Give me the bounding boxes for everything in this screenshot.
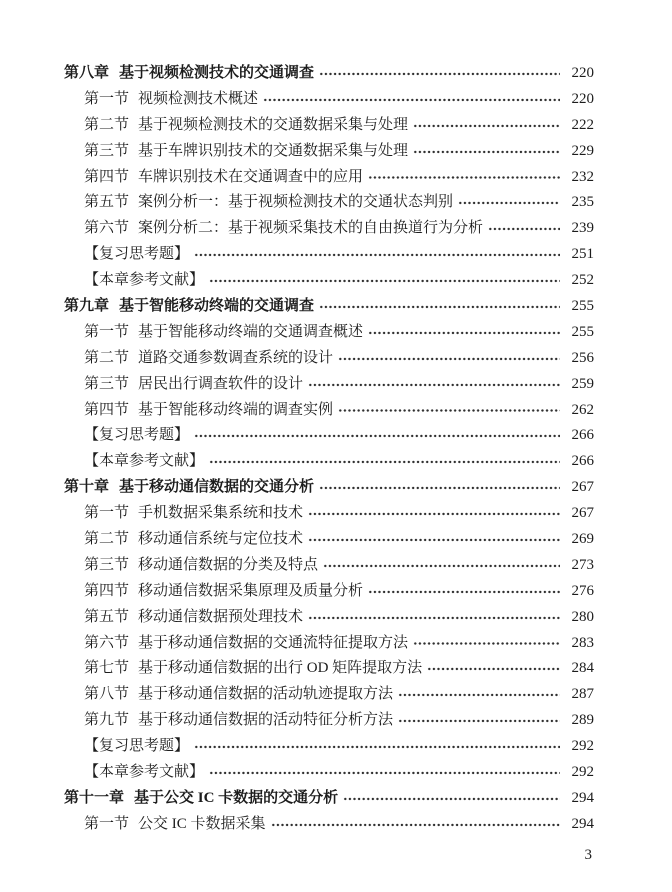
dot-leader-icon [271, 812, 560, 838]
dot-leader-icon [194, 242, 560, 268]
toc-entry-label: 第二节 [84, 531, 130, 548]
toc-entry [64, 527, 594, 553]
toc-entry-label: 第九节 [84, 712, 130, 729]
dot-leader-icon [308, 605, 560, 631]
toc-entry [64, 398, 594, 424]
toc-entry-page: 262 [571, 401, 594, 418]
toc-entry [64, 139, 594, 165]
toc-entry-title: 基于移动通信数据的交通分析 [119, 479, 315, 496]
toc-entry-page: 239 [571, 220, 594, 237]
toc-entry-page: 266 [571, 453, 594, 470]
dot-leader-icon [368, 579, 560, 605]
toc-entry-title: 移动通信系统与定位技术 [138, 531, 304, 548]
toc-entry-title: 车牌识别技术在交通调查中的应用 [138, 168, 364, 185]
toc-entry-label: 第一节 [84, 505, 130, 522]
toc-entry [64, 449, 594, 475]
dot-leader-icon [319, 61, 560, 87]
toc-entry-label: 第一节 [84, 815, 130, 832]
toc-entry-label: 第二节 [84, 116, 130, 133]
dot-leader-icon [368, 320, 560, 346]
toc-entry-page: 220 [571, 90, 594, 107]
dot-leader-icon [194, 423, 560, 449]
toc-entry-title: 【复习思考题】 [84, 738, 190, 755]
toc-entry-title: 基于移动通信数据的活动轨迹提取方法 [138, 686, 394, 703]
toc-entry-title: 基于智能移动终端的交通调查概述 [138, 323, 364, 340]
toc-entry [64, 579, 594, 605]
toc-entry-page: 252 [571, 272, 594, 289]
toc-entry-page: 267 [571, 505, 594, 522]
toc-entry-page: 232 [571, 168, 594, 185]
dot-leader-icon [209, 760, 560, 786]
toc-entry [64, 631, 594, 657]
toc-entry-page: 294 [571, 789, 594, 806]
toc-list [64, 61, 594, 838]
toc-entry-title: 【复习思考题】 [84, 246, 190, 263]
toc-entry-page: 287 [571, 686, 594, 703]
toc-entry [64, 682, 594, 708]
toc-entry [64, 423, 594, 449]
toc-entry-page: 284 [571, 660, 594, 677]
toc-entry [64, 553, 594, 579]
toc-entry-page: 269 [571, 531, 594, 548]
toc-entry-label: 第三节 [84, 375, 130, 392]
toc-entry [64, 475, 594, 501]
toc-entry-page: 292 [571, 764, 594, 781]
toc-entry-title: 基于移动通信数据的活动特征分析方法 [138, 712, 394, 729]
toc-entry [64, 786, 594, 812]
toc-entry [64, 320, 594, 346]
toc-entry [64, 61, 594, 87]
dot-leader-icon [308, 527, 560, 553]
toc-entry-page: 220 [571, 65, 594, 81]
toc-entry-page: 251 [571, 246, 594, 263]
toc-entry [64, 346, 594, 372]
dot-leader-icon [413, 113, 560, 139]
toc-entry-page: 256 [571, 349, 594, 366]
toc-entry-label: 第四节 [84, 582, 130, 599]
toc-entry-label: 第九章 [64, 298, 110, 315]
toc-entry-title: 【本章参考文献】 [84, 272, 205, 289]
toc-entry-title: 基于车牌识别技术的交通数据采集与处理 [138, 142, 409, 159]
dot-leader-icon [368, 165, 560, 191]
toc-entry-page: 292 [571, 738, 594, 755]
toc-entry-title: 公交 IC 卡数据采集 [138, 815, 266, 832]
toc-entry [64, 760, 594, 786]
toc-entry-page: 255 [571, 323, 594, 340]
toc-entry-title: 基于智能移动终端的交通调查 [119, 298, 315, 315]
toc-entry [64, 87, 594, 113]
toc-entry-label: 第五节 [84, 194, 130, 211]
toc-entry-title: 移动通信数据预处理技术 [138, 608, 304, 625]
dot-leader-icon [488, 216, 560, 242]
toc-entry-title: 移动通信数据的分类及特点 [138, 556, 319, 573]
toc-entry-title: 基于视频检测技术的交通数据采集与处理 [138, 116, 409, 133]
dot-leader-icon [194, 734, 560, 760]
dot-leader-icon [398, 682, 560, 708]
toc-entry-title: 基于移动通信数据的出行 OD 矩阵提取方法 [138, 660, 423, 677]
toc-entry-page: 283 [571, 634, 594, 651]
toc-entry-title: 案例分析一：基于视频检测技术的交通状态判别 [138, 194, 454, 211]
toc-entry-label: 第六节 [84, 634, 130, 651]
toc-entry-title: 基于智能移动终端的调查实例 [138, 401, 334, 418]
toc-entry [64, 605, 594, 631]
dot-leader-icon [308, 501, 560, 527]
toc-entry-label: 第三节 [84, 142, 130, 159]
toc-entry [64, 812, 594, 838]
toc-entry [64, 734, 594, 760]
toc-entry [64, 165, 594, 191]
toc-entry-page: 267 [571, 479, 594, 496]
toc-entry-page: 235 [571, 194, 594, 211]
dot-leader-icon [209, 449, 560, 475]
toc-entry-page: 222 [571, 116, 594, 133]
toc-entry-label: 第三节 [84, 556, 130, 573]
toc-entry-page: 255 [571, 298, 594, 315]
dot-leader-icon [343, 786, 560, 812]
dot-leader-icon [338, 346, 560, 372]
dot-leader-icon [319, 475, 560, 501]
toc-entry-label: 第四节 [84, 401, 130, 418]
toc-entry-label: 第五节 [84, 608, 130, 625]
toc-entry [64, 501, 594, 527]
dot-leader-icon [458, 190, 560, 216]
toc-entry [64, 113, 594, 139]
toc-entry-label: 第十章 [64, 479, 110, 496]
toc-entry-title: 案例分析二：基于视频采集技术的自由换道行为分析 [138, 220, 484, 237]
toc-entry [64, 268, 594, 294]
toc-entry [64, 372, 594, 398]
dot-leader-icon [413, 139, 560, 165]
toc-entry [64, 656, 594, 682]
toc-entry-title: 基于公交 IC 卡数据的交通分析 [134, 789, 339, 806]
toc-entry-page: 276 [571, 582, 594, 599]
dot-leader-icon [398, 708, 560, 734]
toc-entry-label: 第一节 [84, 90, 130, 107]
toc-entry-page: 266 [571, 427, 594, 444]
toc-entry-title: 【复习思考题】 [84, 427, 190, 444]
toc-entry-title: 手机数据采集系统和技术 [138, 505, 304, 522]
toc-entry-label: 第四节 [84, 168, 130, 185]
toc-entry-title: 视频检测技术概述 [138, 90, 259, 107]
toc-entry-title: 移动通信数据采集原理及质量分析 [138, 582, 364, 599]
dot-leader-icon [323, 553, 560, 579]
toc-entry-title: 【本章参考文献】 [84, 453, 205, 470]
toc-entry-label: 第二节 [84, 349, 130, 366]
toc-entry-title: 居民出行调查软件的设计 [138, 375, 304, 392]
toc-entry-title: 【本章参考文献】 [84, 764, 205, 781]
toc-entry-label: 第十一章 [64, 789, 125, 806]
toc-entry [64, 294, 594, 320]
toc-entry-label: 第一节 [84, 323, 130, 340]
dot-leader-icon [308, 372, 560, 398]
toc-entry-page: 294 [571, 815, 594, 832]
toc-entry [64, 708, 594, 734]
dot-leader-icon [209, 268, 560, 294]
dot-leader-icon [427, 656, 560, 682]
toc-entry [64, 190, 594, 216]
toc-entry-page: 273 [571, 556, 594, 573]
dot-leader-icon [319, 294, 560, 320]
dot-leader-icon [263, 87, 560, 113]
toc-entry-title: 道路交通参数调查系统的设计 [138, 349, 334, 366]
toc-entry-page: 280 [571, 608, 594, 625]
toc-entry-label: 第七节 [84, 660, 130, 677]
toc-entry-label: 第八章 [64, 65, 110, 81]
dot-leader-icon [338, 398, 560, 424]
toc-entry-page: 289 [571, 712, 594, 729]
toc-entry [64, 216, 594, 242]
toc-entry-label: 第八节 [84, 686, 130, 703]
toc-entry [64, 242, 594, 268]
page-number: 3 [584, 847, 592, 863]
toc-entry-title: 基于移动通信数据的交通流特征提取方法 [138, 634, 409, 651]
toc-entry-page: 259 [571, 375, 594, 392]
dot-leader-icon [413, 631, 560, 657]
toc-entry-label: 第六节 [84, 220, 130, 237]
toc-entry-page: 229 [571, 142, 594, 159]
toc-entry-title: 基于视频检测技术的交通调查 [119, 65, 315, 81]
